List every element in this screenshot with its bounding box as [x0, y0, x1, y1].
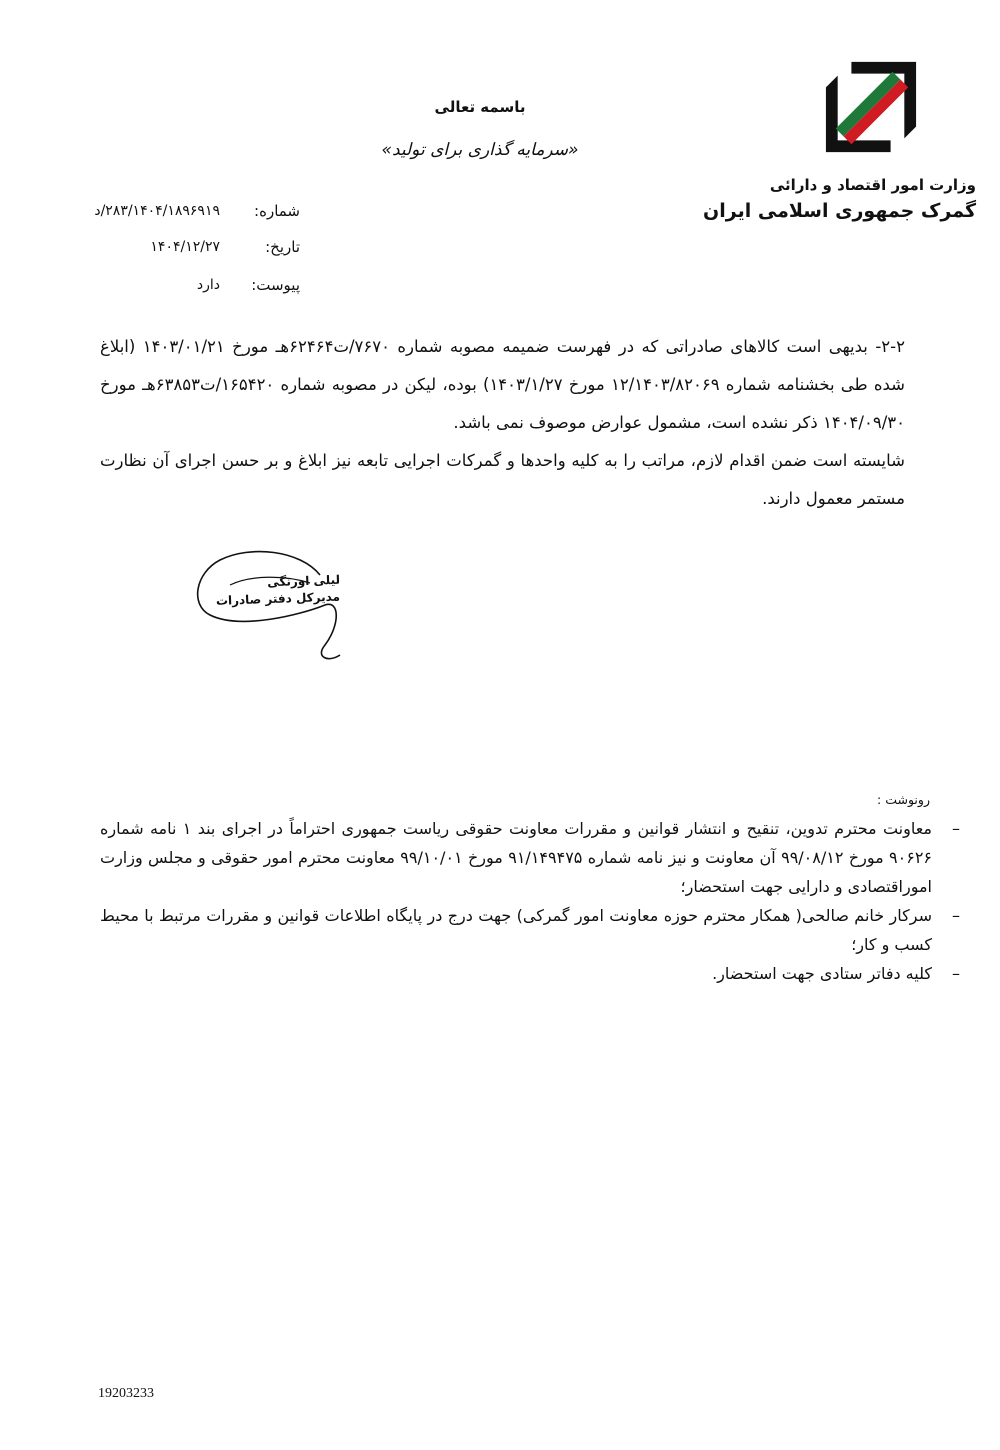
signatory-title: مدیرکل دفتر صادرات: [215, 589, 341, 608]
letter-body: [100, 328, 905, 518]
meta-date-row: [60, 238, 300, 262]
meta-attachment-row: [60, 276, 300, 300]
bismillah: باسمه تعالی: [434, 98, 526, 116]
ministry-name: وزارت امور اقتصاد و دارائی: [769, 176, 976, 194]
cc-dash: –: [952, 819, 960, 838]
paragraph-2-2: [100, 328, 905, 442]
cc-dash: –: [952, 906, 960, 925]
cc-list: [100, 814, 960, 988]
paragraph-number: ۲-۲-: [875, 337, 905, 356]
cc-heading: رونوشت :: [877, 792, 930, 807]
cc-item: [100, 901, 960, 959]
cc-item: [100, 814, 960, 901]
date-value: ۱۴۰۴/۱۲/۲۷: [150, 239, 220, 255]
date-label: تاریخ:: [265, 238, 300, 256]
customs-name: گمرک جمهوری اسلامی ایران: [703, 200, 976, 222]
cc-item-text: معاونت محترم تدوین، تنقیح و انتشار قوانین و مقررات معاونت حقوقی ریاست جمهوری احتراماً در اجرای بند ۱ نامه شماره ۹۰۶۲۶ مورخ ۹۹/۰۸/۱۲ آن معاونت و نیز نامه شماره ۹۱/۱۴۹۴۷۵ مورخ ۹۹/۱۰/۰۱ معاونت محترم امور حقوقی و مجلس وزارت اموراقتصادی و دارایی جهت استحضار؛: [100, 819, 933, 896]
org-block: [703, 176, 976, 222]
meta-number-row: [60, 202, 300, 226]
attachment-label: پیوست:: [251, 276, 300, 294]
attachment-value: دارد: [196, 277, 220, 293]
signatory-name: لیلی اورنگی: [267, 572, 341, 590]
number-value: ۲۸۳/۱۴۰۴/۱۸۹۶۹۱۹/د: [94, 203, 220, 219]
customs-logo: [822, 58, 920, 156]
document-id: 19203233: [98, 1386, 154, 1401]
slogan: «سرمایه گذاری برای تولید»: [381, 140, 579, 160]
closing-paragraph: شایسته است ضمن اقدام لازم، مراتب را به کلیه واحدها و گمرکات اجرایی تابعه نیز ابلاغ و بر حسن اجرای آن نظارت مستمر معمول دارند.: [100, 451, 905, 508]
cc-dash: –: [952, 964, 960, 983]
cc-item: [100, 959, 960, 988]
paragraph-text: بدیهی است کالاهای صادراتی که در فهرست ضمیمه مصوبه شماره ۷۶۷۰/ت۶۲۴۶۴هـ مورخ ۱۴۰۳/۰۱/۲۱ (ابلاغ شده طی بخشنامه شماره ۱۲/۱۴۰۳/۸۲۰۶۹ مورخ ۱۴۰۳/۱/۲۷) بوده، لیکن در مصوبه شماره ۱۶۵۴۲۰/ت۶۳۸۵۳هـ مورخ ۱۴۰۴/۰۹/۳۰ ذکر نشده است، مشمول عوارض موصوف نمی باشد.: [100, 337, 906, 432]
cc-item-text: سرکار خانم صالحی( همکار محترم حوزه معاونت امور گمرکی) جهت درج در پایگاه اطلاعات قوانین و مقررات مرتبط با محیط کسب و کار؛: [100, 906, 932, 954]
cc-item-text: کلیه دفاتر ستادی جهت استحضار.: [712, 964, 932, 983]
number-label: شماره:: [254, 202, 300, 220]
